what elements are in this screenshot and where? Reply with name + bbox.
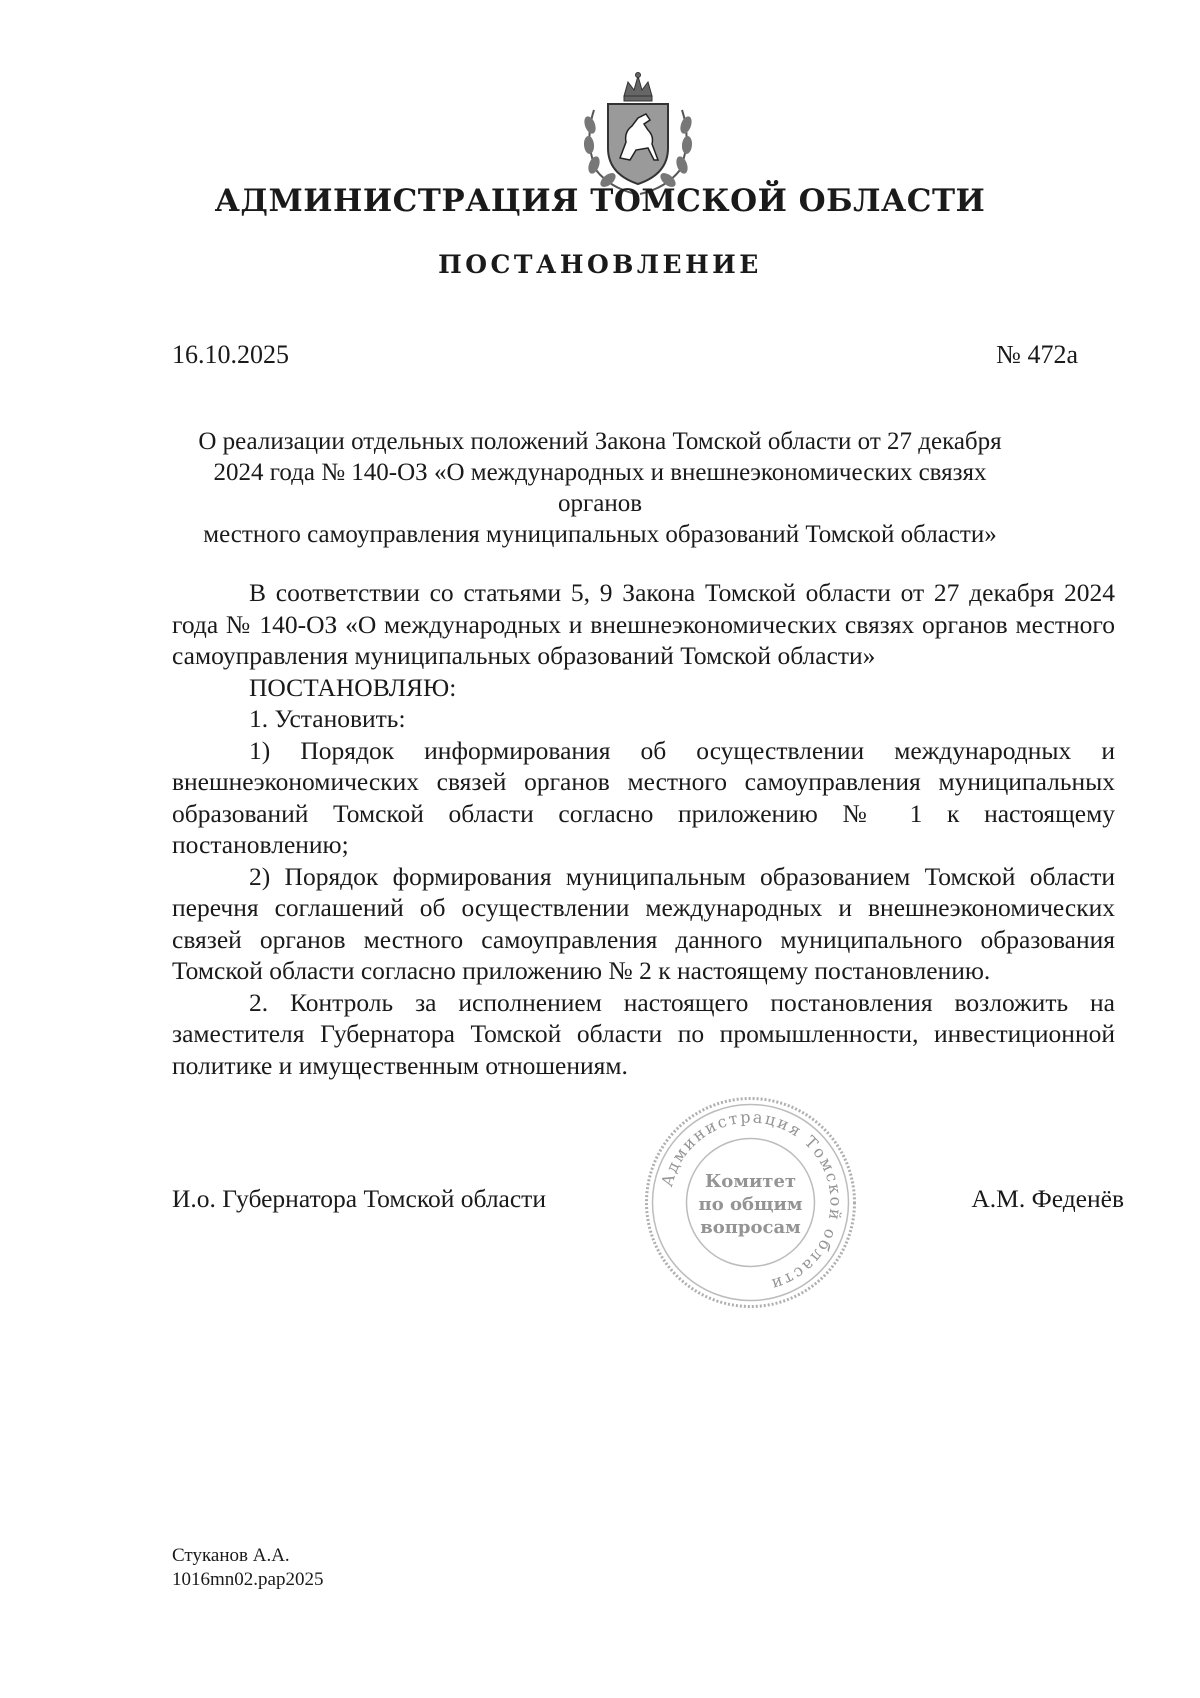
document-body xyxy=(172,577,1115,1081)
stamp-line: вопросам xyxy=(700,1217,801,1238)
stamp-ring-text: Администрация Томской области xyxy=(657,1107,846,1295)
stamp-line: Комитет xyxy=(704,1171,797,1192)
item-1: 1. Установить: xyxy=(249,704,406,733)
subject-line: местного самоуправления муниципальных образований Томской области» xyxy=(203,521,997,548)
subject-line: 2024 года № 140-ОЗ «О международных и внешнеэкономических связях органов xyxy=(213,459,987,517)
resolve-line: ПОСТАНОВЛЯЮ: xyxy=(249,672,457,702)
signatory-name: А.М. Феденёв xyxy=(971,1184,1124,1213)
item-1-2: 2) Порядок формирования муниципальным образованием Томской области перечня соглашений об осуществлении международных и внешнеэкономических связей органов местного самоуправления данного муниципального образования Томской области согласно приложению № 2 к настоящему постановлению. xyxy=(172,861,1115,985)
executor-name: Стуканов А.А. xyxy=(172,1545,290,1566)
stamp-line: по общим xyxy=(698,1194,803,1215)
preamble-paragraph: В соответствии со статьями 5, 9 Закона Томской области от 27 декабря 2024 года № 140-ОЗ «О международных и внешнеэкономических связях органов местного самоуправления муниципальных образований Томской области» xyxy=(172,578,1115,670)
document-number: № 472а xyxy=(996,340,1078,369)
subject-line: О реализации отдельных положений Закона Томской области от 27 декабря xyxy=(198,428,1002,455)
document-type-title: ПОСТАНОВЛЕНИЕ xyxy=(438,250,762,279)
item-2: 2. Контроль за исполнением настоящего постановления возложить на заместителя Губернатора Томской области по промышленности, инвестиционной политике и имущественным отношениям. xyxy=(172,987,1115,1080)
signatory-title: И.о. Губернатора Томской области xyxy=(172,1184,546,1213)
coat-of-arms-icon xyxy=(580,70,696,198)
organization-title: АДМИНИСТРАЦИЯ ТОМСКОЙ ОБЛАСТИ xyxy=(214,183,986,219)
document-subject xyxy=(170,426,1030,550)
official-stamp-icon xyxy=(643,1095,858,1310)
executor-footer xyxy=(172,1544,323,1592)
file-code: 1016mn02.pap2025 xyxy=(172,1569,324,1590)
item-1-1: 1) Порядок информирования об осуществлении международных и внешнеэкономических связей органов местного самоуправления муниципальных образований Томской области согласно приложению № 1 к настоящему постановлению; xyxy=(172,735,1115,859)
document-date: 16.10.2025 xyxy=(172,340,289,369)
